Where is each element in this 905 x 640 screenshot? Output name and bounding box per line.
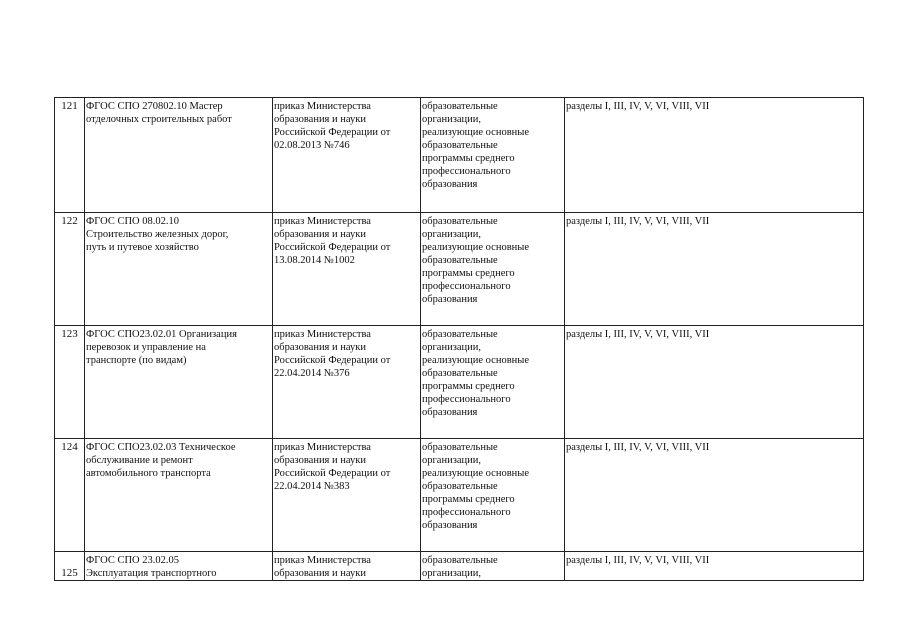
sections-text: разделы I, III, IV, V, VI, VIII, VII <box>566 555 710 566</box>
subjects-line: программы среднего <box>422 153 515 164</box>
subjects-line: профессионального <box>422 394 511 405</box>
order-cell <box>273 326 421 439</box>
sections-text: разделы I, III, IV, V, VI, VIII, VII <box>566 329 710 340</box>
subjects-line: образовательные <box>422 216 498 227</box>
order-line: приказ Министерства <box>274 101 371 112</box>
subjects-line: программы среднего <box>422 494 515 505</box>
subjects-line: организации, <box>422 568 481 579</box>
subjects-line: реализующие основные <box>422 127 529 138</box>
subjects-line: профессионального <box>422 281 511 292</box>
order-cell <box>273 213 421 326</box>
subjects-line: образования <box>422 179 478 190</box>
subjects-line: организации, <box>422 455 481 466</box>
sections-text: разделы I, III, IV, V, VI, VIII, VII <box>566 216 710 227</box>
sections-cell <box>565 439 864 552</box>
sections-cell <box>565 98 864 213</box>
subjects-line: профессионального <box>422 166 511 177</box>
subjects-line: образовательные <box>422 481 498 492</box>
name-line: ФГОС СПО23.02.01 Организация <box>86 329 237 340</box>
table-row <box>55 439 864 552</box>
sections-cell <box>565 552 864 581</box>
name-line: транспорте (по видам) <box>86 355 187 366</box>
order-line: образования и науки <box>274 114 366 125</box>
row-number: 124 <box>55 439 85 552</box>
subjects-line: программы среднего <box>422 268 515 279</box>
table-row <box>55 326 864 439</box>
standard-name-cell <box>85 213 273 326</box>
order-line: 02.08.2013 №746 <box>274 140 350 151</box>
name-line: Строительство железных дорог, <box>86 229 229 240</box>
sections-text: разделы I, III, IV, V, VI, VIII, VII <box>566 442 710 453</box>
subjects-line: реализующие основные <box>422 355 529 366</box>
order-line: 13.08.2014 №1002 <box>274 255 355 266</box>
name-line: автомобильного транспорта <box>86 468 211 479</box>
subjects-line: организации, <box>422 229 481 240</box>
standard-name-cell <box>85 552 273 581</box>
order-line: Российской Федерации от <box>274 242 391 253</box>
name-line: путь и путевое хозяйство <box>86 242 199 253</box>
subjects-line: реализующие основные <box>422 468 529 479</box>
sections-text: разделы I, III, IV, V, VI, VIII, VII <box>566 101 710 112</box>
row-number: 123 <box>55 326 85 439</box>
name-line: ФГОС СПО 08.02.10 <box>86 216 179 227</box>
subjects-line: программы среднего <box>422 381 515 392</box>
subjects-line: образовательные <box>422 140 498 151</box>
subjects-line: образовательные <box>422 368 498 379</box>
table-row <box>55 98 864 213</box>
name-line: ФГОС СПО 270802.10 Мастер <box>86 101 223 112</box>
subjects-line: образовательные <box>422 329 498 340</box>
name-line: ФГОС СПО23.02.03 Техническое <box>86 442 236 453</box>
order-line: образования и науки <box>274 342 366 353</box>
order-line: приказ Министерства <box>274 442 371 453</box>
subjects-line: организации, <box>422 342 481 353</box>
standard-name-cell <box>85 326 273 439</box>
subjects-cell <box>421 552 565 581</box>
row-number: 121 <box>55 98 85 213</box>
row-number: 122 <box>55 213 85 326</box>
subjects-cell <box>421 326 565 439</box>
sections-cell <box>565 326 864 439</box>
order-line: образования и науки <box>274 568 366 579</box>
subjects-line: образовательные <box>422 101 498 112</box>
name-line: перевозок и управление на <box>86 342 206 353</box>
order-line: Российской Федерации от <box>274 127 391 138</box>
table-row <box>55 552 864 581</box>
order-line: приказ Министерства <box>274 555 371 566</box>
order-line: приказ Министерства <box>274 216 371 227</box>
order-line: 22.04.2014 №383 <box>274 481 350 492</box>
subjects-cell <box>421 213 565 326</box>
subjects-line: образовательные <box>422 442 498 453</box>
subjects-line: образования <box>422 407 478 418</box>
subjects-line: профессионального <box>422 507 511 518</box>
subjects-line: реализующие основные <box>422 242 529 253</box>
subjects-cell <box>421 439 565 552</box>
subjects-line: образовательные <box>422 555 498 566</box>
name-line: ФГОС СПО 23.02.05 <box>86 555 179 566</box>
table-row <box>55 213 864 326</box>
standard-name-cell <box>85 98 273 213</box>
subjects-line: образования <box>422 520 478 531</box>
sections-cell <box>565 213 864 326</box>
table-body <box>55 98 864 581</box>
order-line: Российской Федерации от <box>274 355 391 366</box>
order-line: 22.04.2014 №376 <box>274 368 350 379</box>
order-line: Российской Федерации от <box>274 468 391 479</box>
name-line: отделочных строительных работ <box>86 114 232 125</box>
regulations-table <box>54 97 864 581</box>
order-cell <box>273 552 421 581</box>
order-cell <box>273 98 421 213</box>
subjects-cell <box>421 98 565 213</box>
standard-name-cell <box>85 439 273 552</box>
subjects-line: организации, <box>422 114 481 125</box>
order-cell <box>273 439 421 552</box>
subjects-line: образовательные <box>422 255 498 266</box>
order-line: образования и науки <box>274 229 366 240</box>
row-number: 125 <box>55 552 85 581</box>
subjects-line: образования <box>422 294 478 305</box>
name-line: обслуживание и ремонт <box>86 455 193 466</box>
order-line: приказ Министерства <box>274 329 371 340</box>
order-line: образования и науки <box>274 455 366 466</box>
name-line: Эксплуатация транспортного <box>86 568 217 579</box>
